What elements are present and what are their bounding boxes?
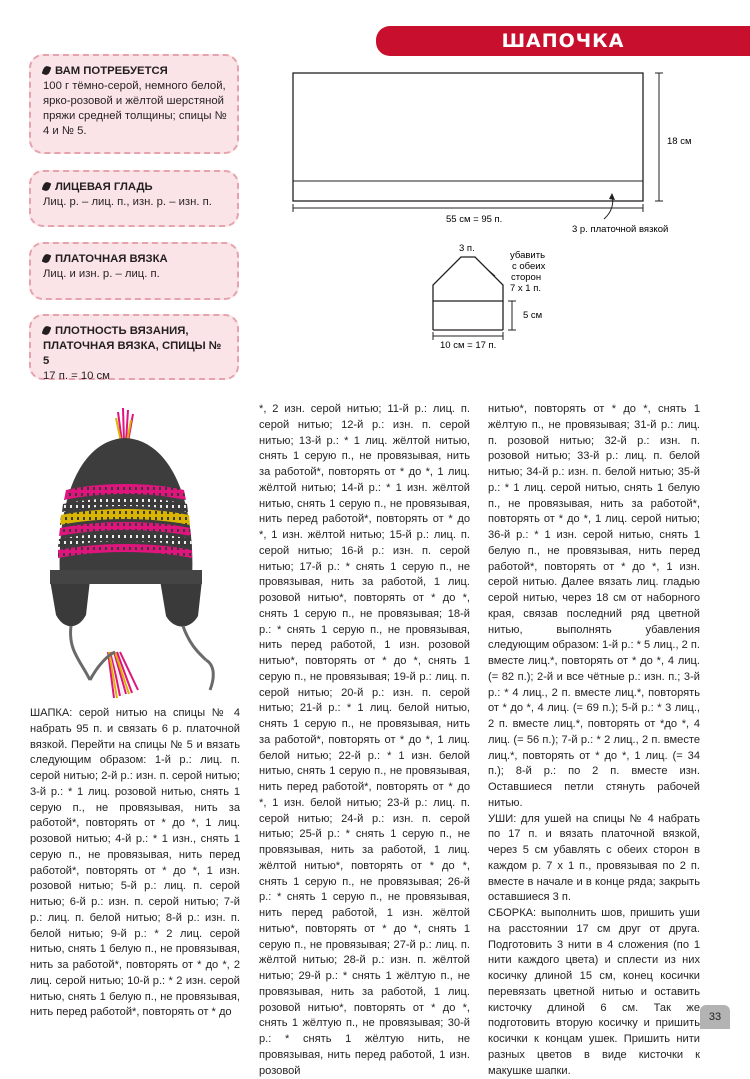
decrease-label-2: с обеих [512, 261, 546, 272]
page-number: 33 [700, 1005, 730, 1029]
column-1-text: ШАПКА: серой нитью на спицы № 4 набрать 95 п. и связать 6 р. платочной вязкой. Перейти на спицы № 5 и вязать следующим образом: 1-й р.: лиц. п. серой нитью; 2-й р.: изн. п. серой нитью; 3-й р.: * 1 лиц. розовой нитью, снять 1 серую п., не провязывая, нить за работой*, повторять от * до *, 1 лиц. розовой нитью; 4-й р.: * 1 изн., снять 1 серую п., не провязывая, нить перед работой*, повторять от * до *, 1 изн. розовой нитью; 5-й р.: лиц. п. серой нитью; 6-й р.: изн. п. серой нитью; 7-й р.: лиц. п. белой нитью; 8-й р.: изн. п. белой нитью; 9-й р.: * 2 лиц. серой нитью, снять 1 белую п., не провязывая, нить за работой*, повторять от * до *, 2 лиц. серой нитью; 10-й р.: * 2 изн. серой нитью, снять 1 белую п., не провязывая, нить перед работой*, повторять от * до [30, 707, 240, 1019]
gauge-heading-2: ПЛАТОЧНАЯ ВЯЗКА, СПИЦЫ № 5 [43, 340, 222, 367]
column-2-text: *, 2 изн. серой нитью; 11-й р.: лиц. п. серой нитью; 12-й р.: изн. п. серой нитью; 13-й р.: * 1 лиц. жёлтой нитью, снять 1 серую п., не провязывая, нить за работой*, повторять от * до *, 1 лиц. жёлтой нитью; 14-й р.: * 1 изн. жёлтой нитью, снять 1 серую п., не провязывая, нить перед работой*, повторять от * до *, 1 изн. жёлтой нитью; 15-й р.: лиц. п. серой нитью; 16-й р.: изн. п. серой нитью; 17-й р.: * снять 1 серую п., не провязывая, нить за работой, 1 лиц. розовой нитью*, повторять от * до *, снять 1 серую п., не провязывая; 18-й р.: * снять 1 серую п., не провязывая, нить перед работой, 1 изн. розовой нитью*, повторять от * до *, снять 1 серую п., не провязывая; 19-й р.: лиц. п. серой нитью; 20-й р.: изн. п. серой нитью; 21-й р.: * 1 лиц. белой нитью, снять 1 серую п., не провязывая, нить за работой*, повторять от * до *, 1 лиц. белой нитью; 22-й р.: * 1 изн. белой нитью, снять 1 серую п., не провязывая, нить перед работой*, повторять от * до *, 1 изн. белой нитью; 23-й р.: лиц. п. серой нитью; 24-й р.: изн. п. серой нитью; 25-й р.: * снять 1 серую п., не провязывая, нить за работой, 1 лиц. жёлтой нитью*, повторять от * до *, снять 1 серую п., не провязывая; 26-й р.: * снять 1 серую п., не провязывая, нить перед работой, 1 изн. жёлтой нитью*, повторять от * до *, снять 1 серую п., не провязывая; 27-й р.: лиц. п. жёлтой нитью; 28-й р.: изн. п. жёлтой нитью; 29-й р.: * снять 1 жёлтую п., не провязывая, нить за работой, 1 лиц. розовой нитью*, повторять от * до *, снять 1 жёлтую п., не провязывая; 30-й р.: * снять 1 жёлтую нить, не провязывая, нить перед работой, 1 изн. розовой [259, 403, 470, 1077]
garter-text: Лиц. и изн. р. – лиц. п. [43, 268, 160, 280]
gauge-text: 17 п. = 10 см [43, 370, 110, 382]
height-label: 18 см [667, 136, 692, 147]
instructions-column-2 [259, 402, 470, 1079]
bottom-label: 10 см = 17 п. [440, 340, 497, 351]
garter-heading: ПЛАТОЧНАЯ ВЯЗКА [55, 253, 168, 265]
decrease-label-1: убавить [510, 250, 546, 261]
ears-text: УШИ: для ушей на спицы № 4 набрать по 17 п. и вязать платочной вязкой, через 5 см убавлять с обеих сторон в каждом р. 7 х 1 п., провязывая по 2 п. вместе в начале и в конце ряда; закрыть оставшиеся 3 п. [488, 812, 700, 904]
ear-flap-shape [433, 257, 503, 301]
border-label: 3 р. платочной вязкой [572, 224, 669, 235]
decrease-label-3: сторон [511, 272, 542, 283]
gauge-heading-1: ПЛОТНОСТЬ ВЯЗАНИЯ, [55, 325, 189, 337]
top-stitches-label: 3 п. [459, 243, 475, 254]
assembly-text: СБОРКА: выполнить шов, пришить уши на расстоянии 17 см друг от друга. Подготовить 3 нити в 4 сложения (по 1 нити каждого цвета) и сплести из них косичку длиной 15 см, конец косички перевязать цветной нитью и оставить кисточку длиной 6 см. Так же подготовить вторую косичку и пришить косички к концам ушек. Пришить нити разных цветов в виде кисточки к макушке шапки. [488, 907, 700, 1077]
materials-text: 100 г тёмно-серой, немного белой, ярко-розовой и жёлтой шерстяной пряжи средней толщины; спицы № 4 и № 5. [43, 80, 227, 137]
stockinette-text: Лиц. р. – лиц. п., изн. р. – изн. п. [43, 196, 212, 208]
column-3-text: нитью*, повторять от * до *, снять 1 жёлтую п., не провязывая; 31-й р.: лиц. п. розовой нитью; 32-й р.: изн. п. розовой нитью; 33-й р.: лиц. п. белой нитью; 34-й р.: изн. п. белой нитью; 35-й р.: * 1 лиц. серой нитью, снять 1 белую п., не провязывая, нить за работой*, повторять от * до *, 1 лиц. серой нитью; 36-й р.: * 1 изн. серой нитью, снять 1 белую п., не провязывая, нить перед работой*, повторять от * до *, 1 изн. серой нитью. Далее вязать лиц. гладью серой нитью, через 18 см от наборного края, связав последний ряд цветной нитью, выполнять убавления следующим образом: 1-й р.: * 5 лиц., 2 п. вместе лиц.*, повторять от * до *, 4 лиц. (= 82 п.); 2-й и все чётные р.: изн. п.; 3-й р.: * 4 лиц., 2 п. вместе лиц.*, повторять от * до *, 4 лиц. (= 69 п.); 5-й р.: * 3 лиц., 2 п. вместе лиц.*, повторять от *до *, 4 лиц. (= 56 п.); 7-й р.: * 2 лиц., 2 п. вместе лиц.*, повторять от * до *, 1 лиц. (= 34 п.); 8-й р.: по 2 п. вместе изн. Оставшиеся петли стянуть рабочей нитью. [488, 403, 700, 809]
pattern-schematic [0, 0, 750, 360]
instructions-column-1 [30, 706, 240, 1021]
hat-body-rect [293, 73, 643, 201]
stockinette-heading: ЛИЦЕВАЯ ГЛАДЬ [55, 181, 153, 193]
hat-photo [20, 390, 250, 700]
width-label: 55 см = 95 п. [446, 214, 503, 225]
instructions-column-3 [488, 402, 700, 1079]
materials-heading: ВАМ ПОТРЕБУЕТСЯ [55, 65, 168, 77]
decrease-label-4: 7 х 1 п. [510, 283, 542, 294]
side-label: 5 см [523, 310, 543, 321]
page-title: ШАПОЧКА [501, 30, 625, 52]
